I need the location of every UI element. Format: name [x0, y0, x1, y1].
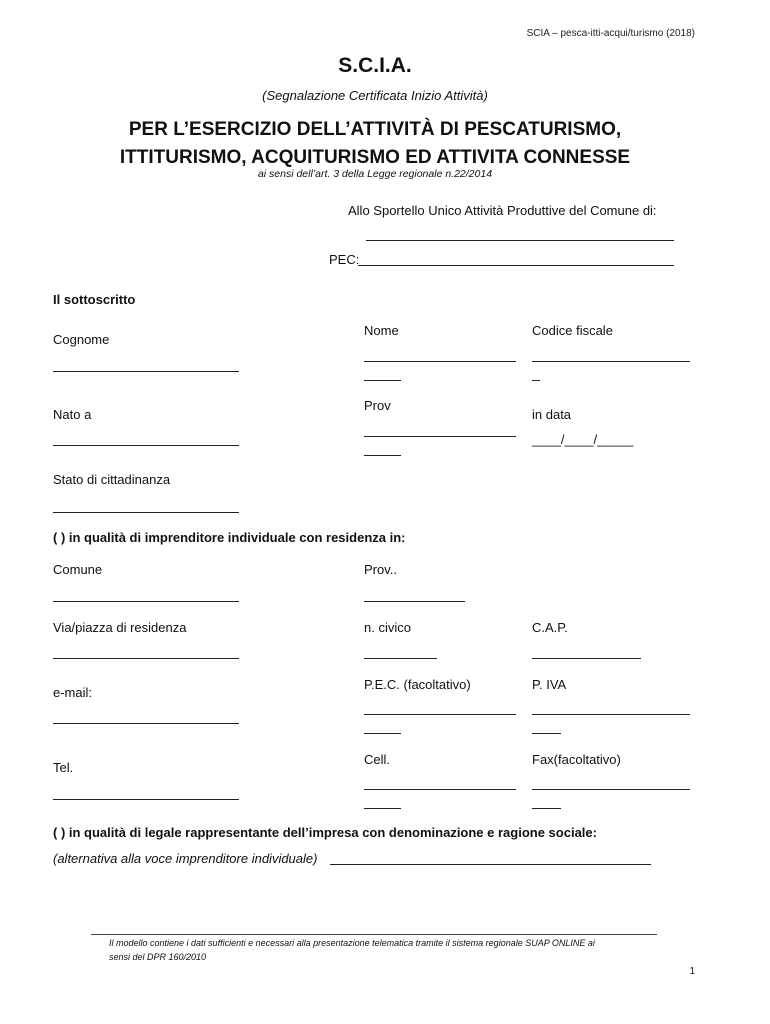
comune-recipient-field[interactable]: [366, 240, 674, 241]
section-individual: ( ) in qualità di imprenditore individuale con residenza in:: [53, 530, 406, 545]
section-undersigned: Il sottoscritto: [53, 292, 136, 307]
cognome-label: Cognome: [53, 332, 110, 347]
via-field[interactable]: [53, 658, 239, 659]
cell-field-cont[interactable]: [364, 808, 401, 809]
form-subtitle: (Segnalazione Certificata Inizio Attività): [262, 88, 488, 103]
codice-fiscale-label: Codice fiscale: [532, 323, 613, 338]
comune-label: Comune: [53, 562, 103, 577]
cap-field[interactable]: [532, 658, 641, 659]
tel-field[interactable]: [53, 799, 239, 800]
cognome-field[interactable]: [53, 371, 239, 372]
cell-field[interactable]: [364, 789, 516, 790]
document-code: SCIA – pesca-itti-acqui/turismo (2018): [526, 28, 695, 39]
in-data-label: in data: [532, 407, 572, 422]
birth-date-field[interactable]: ____/____/_____: [532, 432, 634, 447]
pec-res-field-cont[interactable]: [364, 733, 401, 734]
ragione-sociale-field[interactable]: [330, 864, 651, 865]
footnote-line-1: Il modello contiene i dati sufficienti e necessari alla presentazione telematica tramite il sistema regionale SUAP ONLINE ai: [109, 938, 595, 948]
fax-field[interactable]: [532, 789, 690, 790]
legal-note: (alternativa alla voce imprenditore individuale): [53, 851, 318, 866]
prov-birth-label: Prov: [364, 398, 391, 413]
nome-field[interactable]: [364, 361, 516, 362]
footnote-separator: [91, 934, 657, 935]
main-title-line-1: PER L’ESERCIZIO DELL’ATTIVITÀ DI PESCATURISMO,: [128, 119, 622, 140]
codice-fiscale-field[interactable]: [532, 361, 690, 362]
cap-label: C.A.P.: [532, 620, 568, 635]
form-title: S.C.I.A.: [338, 54, 412, 77]
footnote: [109, 936, 595, 964]
piva-label: P. IVA: [532, 677, 567, 692]
fax-field-cont[interactable]: [532, 808, 561, 809]
nome-label: Nome: [364, 323, 399, 338]
email-field[interactable]: [53, 723, 239, 724]
pec-res-label: P.E.C. (facoltativo): [364, 677, 471, 692]
pec-label: PEC:: [329, 252, 360, 267]
cell-label: Cell.: [364, 752, 391, 767]
pec-res-field[interactable]: [364, 714, 516, 715]
pec-recipient-field[interactable]: [358, 265, 674, 266]
prov-birth-field-cont[interactable]: [364, 455, 401, 456]
civico-field[interactable]: [364, 658, 437, 659]
fax-label: Fax(facoltativo): [532, 752, 621, 767]
main-title: [0, 116, 750, 172]
section-legal: ( ) in qualità di legale rappresentante dell’impresa con denominazione e ragione sociale:: [53, 825, 597, 840]
piva-field-cont[interactable]: [532, 733, 561, 734]
tel-label: Tel.: [53, 760, 74, 775]
codice-fiscale-field-cont[interactable]: [532, 380, 540, 381]
nome-field-cont[interactable]: [364, 380, 401, 381]
prov-res-label: Prov..: [364, 562, 397, 577]
prov-birth-field[interactable]: [364, 436, 516, 437]
cittadinanza-field[interactable]: [53, 512, 239, 513]
nato-a-field[interactable]: [53, 445, 239, 446]
email-label: e-mail:: [53, 685, 93, 700]
nato-a-label: Nato a: [53, 407, 92, 422]
piva-field[interactable]: [532, 714, 690, 715]
civico-label: n. civico: [364, 620, 411, 635]
comune-field[interactable]: [53, 601, 239, 602]
recipient-label: Allo Sportello Unico Attività Produttive del Comune di:: [348, 203, 657, 218]
law-reference: ai sensi dell’art. 3 della Legge regionale n.22/2014: [257, 168, 493, 180]
via-label: Via/piazza di residenza: [53, 620, 187, 635]
prov-res-field[interactable]: [364, 601, 465, 602]
cittadinanza-label: Stato di cittadinanza: [53, 472, 171, 487]
page-number: 1: [689, 966, 695, 977]
main-title-line-2: ITTITURISMO, ACQUITURISMO ED ATTIVITA CONNESSE: [119, 147, 631, 168]
footnote-line-2: sensi del DPR 160/2010: [109, 952, 207, 962]
